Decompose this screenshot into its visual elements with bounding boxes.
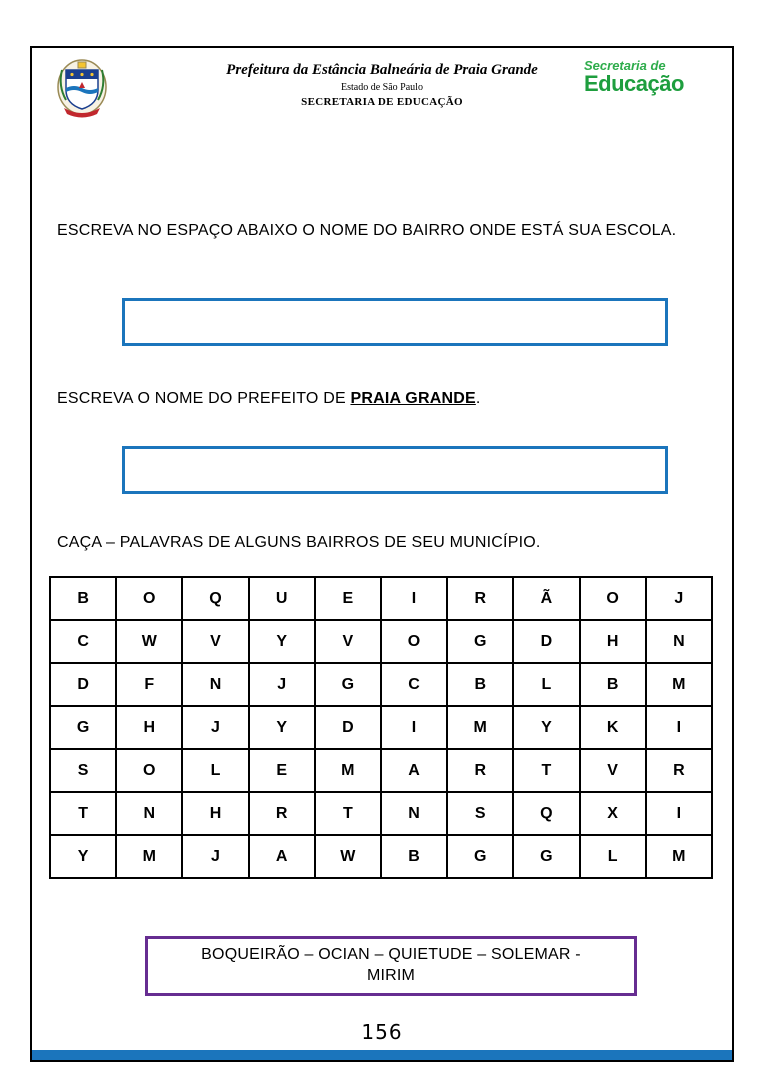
- wordsearch-cell: I: [646, 706, 712, 749]
- wordsearch-row: [50, 835, 712, 878]
- question-2-highlight: PRAIA GRANDE: [350, 390, 476, 407]
- wordsearch-row: [50, 663, 712, 706]
- wordsearch-cell: A: [381, 749, 447, 792]
- wordsearch-cell: V: [182, 620, 248, 663]
- wordsearch-row: [50, 577, 712, 620]
- wordsearch-cell: O: [116, 577, 182, 620]
- wordsearch-cell: A: [249, 835, 315, 878]
- wordsearch-cell: G: [513, 835, 579, 878]
- wordsearch-cell: G: [315, 663, 381, 706]
- wordsearch-cell: B: [447, 663, 513, 706]
- wordsearch-cell: E: [315, 577, 381, 620]
- wordsearch-cell: N: [182, 663, 248, 706]
- wordsearch-cell: M: [315, 749, 381, 792]
- wordsearch-cell: Q: [182, 577, 248, 620]
- wordsearch-cell: M: [116, 835, 182, 878]
- question-1: ESCREVA NO ESPAÇO ABAIXO O NOME DO BAIRRO ONDE ESTÁ SUA ESCOLA.: [57, 222, 677, 239]
- wordsearch-cell: R: [646, 749, 712, 792]
- wordsearch-cell: B: [580, 663, 646, 706]
- wordsearch-cell: U: [249, 577, 315, 620]
- wordsearch-cell: M: [646, 835, 712, 878]
- wordsearch-cell: I: [381, 706, 447, 749]
- education-logo-main-text: Educação: [584, 71, 684, 96]
- answer-box-2[interactable]: [122, 446, 668, 494]
- wordsearch-cell: V: [315, 620, 381, 663]
- wordsearch-cell: Ã: [513, 577, 579, 620]
- wordsearch-cell: N: [381, 792, 447, 835]
- wordsearch-cell: S: [447, 792, 513, 835]
- wordsearch-cell: X: [580, 792, 646, 835]
- wordsearch-row: [50, 749, 712, 792]
- wordsearch-cell: D: [315, 706, 381, 749]
- wordlist-line-1: BOQUEIRÃO – OCIAN – QUIETUDE – SOLEMAR -: [201, 946, 581, 963]
- wordsearch-cell: N: [116, 792, 182, 835]
- city-crest-logo: [56, 58, 108, 118]
- wordsearch-cell: D: [513, 620, 579, 663]
- wordsearch-cell: O: [580, 577, 646, 620]
- header: [32, 48, 732, 168]
- question-3: CAÇA – PALAVRAS DE ALGUNS BAIRROS DE SEU MUNICÍPIO.: [57, 534, 541, 551]
- wordsearch-cell: T: [513, 749, 579, 792]
- header-secretariat: SECRETARIA DE EDUCAÇÃO: [301, 96, 463, 108]
- wordsearch-cell: Y: [513, 706, 579, 749]
- header-title: Prefeitura da Estância Balneária de Praia Grande: [226, 62, 538, 78]
- wordsearch-row: [50, 706, 712, 749]
- header-state: Estado de São Paulo: [341, 82, 423, 93]
- education-logo-top-text: Secretaria de: [584, 58, 666, 73]
- wordsearch-row: [50, 620, 712, 663]
- page-number: 156: [361, 1020, 403, 1044]
- wordsearch-cell: T: [50, 792, 116, 835]
- question-2-prefix: ESCREVA O NOME DO PREFEITO DE: [57, 390, 351, 407]
- wordsearch-cell: G: [447, 620, 513, 663]
- wordsearch-cell: O: [381, 620, 447, 663]
- wordsearch-cell: L: [580, 835, 646, 878]
- wordsearch-cell: J: [182, 706, 248, 749]
- wordsearch-cell: Y: [249, 620, 315, 663]
- question-2-suffix: .: [475, 390, 481, 407]
- wordsearch-cell: I: [381, 577, 447, 620]
- wordsearch-cell: W: [315, 835, 381, 878]
- page-border-frame: [30, 46, 734, 1062]
- wordsearch-cell: D: [50, 663, 116, 706]
- wordsearch-cell: Y: [50, 835, 116, 878]
- wordsearch-cell: K: [580, 706, 646, 749]
- question-2: [57, 388, 715, 410]
- wordsearch-cell: C: [381, 663, 447, 706]
- wordsearch-cell: S: [50, 749, 116, 792]
- wordsearch-cell: B: [50, 577, 116, 620]
- wordsearch-cell: R: [447, 749, 513, 792]
- wordlist-line-2: MIRIM: [366, 966, 416, 984]
- wordsearch-cell: N: [646, 620, 712, 663]
- wordsearch-cell: O: [116, 749, 182, 792]
- wordsearch-cell: H: [116, 706, 182, 749]
- wordsearch-cell: E: [249, 749, 315, 792]
- wordsearch-cell: M: [646, 663, 712, 706]
- wordsearch-cell: W: [116, 620, 182, 663]
- wordsearch-row: [50, 792, 712, 835]
- wordsearch-cell: R: [447, 577, 513, 620]
- wordsearch-cell: V: [580, 749, 646, 792]
- wordsearch-cell: J: [249, 663, 315, 706]
- answer-box-1[interactable]: [122, 298, 668, 346]
- bottom-blue-bar: [32, 1050, 732, 1060]
- wordsearch-cell: J: [646, 577, 712, 620]
- wordsearch-cell: M: [447, 706, 513, 749]
- wordsearch-cell: B: [381, 835, 447, 878]
- wordsearch-cell: Y: [249, 706, 315, 749]
- wordsearch-cell: F: [116, 663, 182, 706]
- wordsearch-cell: T: [315, 792, 381, 835]
- header-text-block: [182, 62, 582, 108]
- wordsearch-cell: Q: [513, 792, 579, 835]
- wordsearch-cell: L: [513, 663, 579, 706]
- wordsearch-cell: G: [50, 706, 116, 749]
- wordsearch-cell: I: [646, 792, 712, 835]
- wordsearch-cell: G: [447, 835, 513, 878]
- wordlist-box: [145, 936, 637, 996]
- education-secretariat-logo: [584, 58, 714, 95]
- wordsearch-cell: R: [249, 792, 315, 835]
- wordsearch-cell: J: [182, 835, 248, 878]
- wordsearch-cell: C: [50, 620, 116, 663]
- wordsearch-cell: H: [182, 792, 248, 835]
- wordsearch-cell: H: [580, 620, 646, 663]
- wordsearch-cell: L: [182, 749, 248, 792]
- wordsearch-grid: [49, 576, 713, 879]
